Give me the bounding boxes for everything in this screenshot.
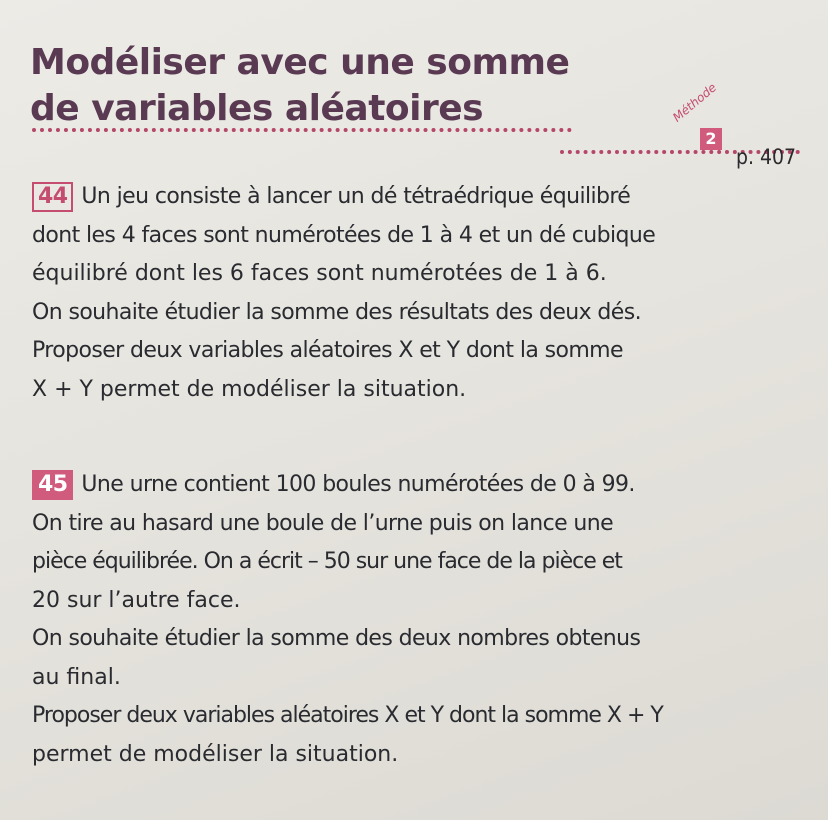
exercise-45-line-2: On tire au hasard une boule de l’urne puis on lance une (32, 510, 614, 536)
methode-label: Méthode (670, 80, 720, 125)
exercise-44-line-6: X + Y permet de modéliser la situation. (32, 376, 467, 402)
exercise-44-text (32, 178, 812, 409)
exercise-45-line-1: 45 Une urne contient 100 boules numérotées de 0 à 99. (32, 466, 812, 505)
section-title-line-2: de variables aléatoires (30, 88, 484, 129)
section-title-line-1: Modéliser avec une somme (30, 42, 570, 83)
exercise-44-line-5: Proposer deux variables aléatoires X et Y dont la somme (32, 338, 623, 363)
exercise-44-line-3: équilibré dont les 6 faces sont numérotées de 1 à 6. (32, 261, 607, 286)
exercise-45-line-4: 20 sur l’autre face. (32, 587, 241, 613)
exercise-number-badge: 44 (32, 182, 73, 212)
methode-badge (670, 80, 738, 154)
dotted-divider (32, 128, 572, 132)
section-title (30, 40, 670, 132)
exercise-45-line-3: pièce équilibrée. On a écrit – 50 sur une face de la pièce et (32, 549, 622, 574)
exercise-45-line-6: au final. (32, 664, 121, 690)
exercise-45-line-7: Proposer deux variables aléatoires X et Y dont la somme X + Y (32, 703, 663, 728)
exercise-44-line-1: 44 Un jeu consiste à lancer un dé tétraédrique équilibré (32, 178, 812, 217)
exercise-44-line-4: On souhaite étudier la somme des résultats des deux dés. (32, 299, 641, 325)
exercise-45-line-8: permet de modéliser la situation. (32, 741, 399, 767)
exercise-45 (32, 466, 812, 774)
methode-number: 2 (700, 128, 722, 150)
exercise-44 (32, 178, 812, 409)
exercise-45-line-5: On souhaite étudier la somme des deux nombres obtenus (32, 626, 641, 651)
page-reference: p. 407 (736, 145, 797, 169)
exercise-45-text (32, 466, 812, 774)
exercise-44-line-2: dont les 4 faces sont numérotées de 1 à 4 et un dé cubique (32, 222, 656, 248)
exercise-number-badge: 45 (32, 470, 73, 500)
